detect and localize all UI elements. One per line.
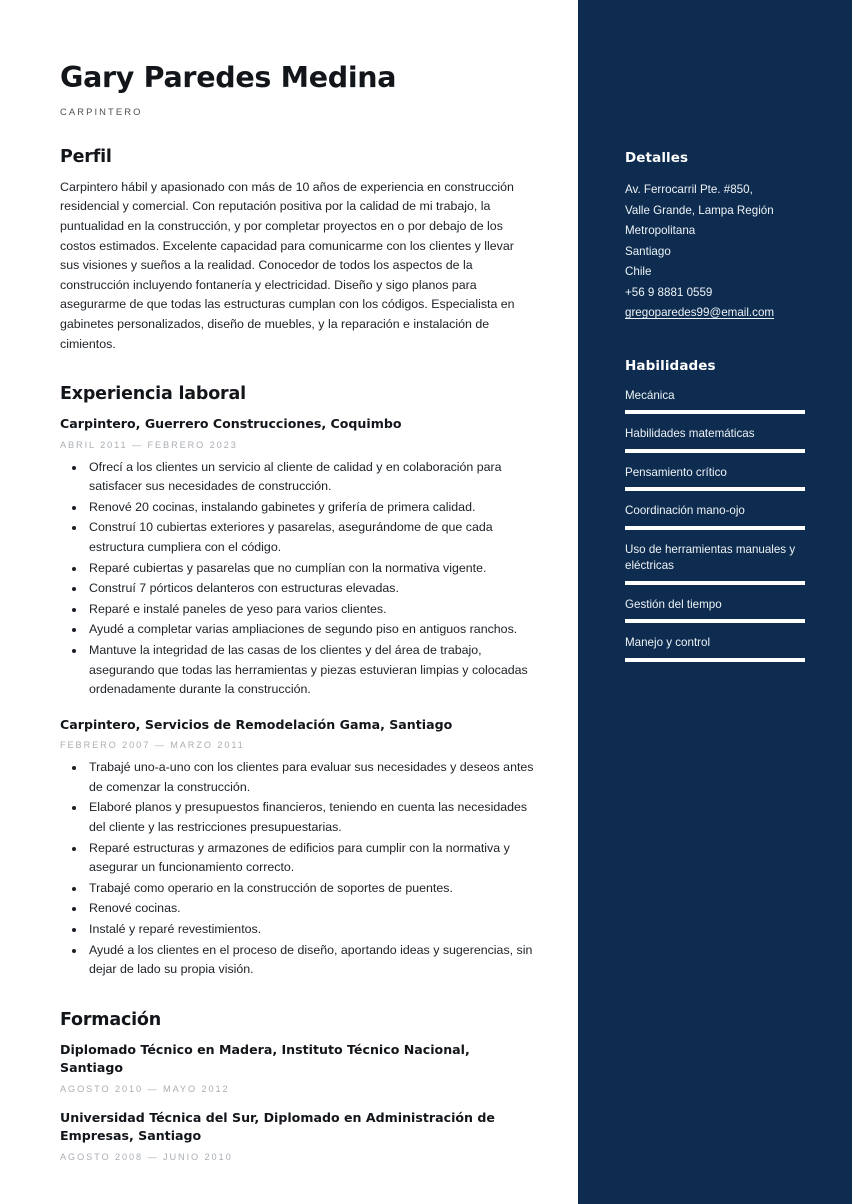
skill-level-bar: [625, 487, 805, 491]
phone-number: +56 9 8881 0559: [625, 285, 713, 299]
skill-level-bar: [625, 526, 805, 530]
job-title: Carpintero, Servicios de Remodelación Gama, Santiago: [60, 716, 453, 732]
list-item: • Reparé cubiertas y pasarelas que no cumplían con la normativa vigente.: [86, 559, 534, 579]
city-line: Santiago: [625, 244, 671, 258]
skill-item: [625, 388, 805, 415]
skills-heading: Habilidades: [625, 357, 716, 374]
job-responsibilities: [60, 458, 534, 700]
job-date-range: ABRIL 2011 — FEBRERO 2023: [60, 439, 238, 450]
list-item: • Elaboré planos y presupuestos financieros, teniendo en cuenta las necesidades del cliente y las restricciones presupuestarias.: [86, 798, 534, 837]
candidate-job-title: CARPINTERO: [60, 105, 143, 117]
details-heading: Detalles: [625, 150, 689, 166]
experience-heading: Experiencia laboral: [60, 384, 246, 405]
degree-title: Diplomado Técnico en Madera, Instituto Técnico Nacional, Santiago: [60, 1041, 470, 1076]
email-link[interactable]: gregoparedes99@email.com: [625, 306, 775, 320]
education-heading: Formación: [60, 1009, 161, 1030]
list-item: • Renové cocinas.: [86, 899, 534, 919]
list-item: • Ayudé a los clientes en el proceso de diseño, aportando ideas y sugerencias, sin dejar de lado su propia visión.: [86, 941, 534, 980]
skill-level-bar: [625, 619, 805, 623]
country-line: Chile: [625, 265, 652, 279]
degree-title: Universidad Técnica del Sur, Diplomado en Administración de Empresas, Santiago: [60, 1109, 495, 1144]
degree-date-range: AGOSTO 2008 — JUNIO 2010: [60, 1151, 233, 1162]
skill-label: Coordinación mano-ojo: [625, 504, 745, 518]
education-entry: [60, 1041, 534, 1094]
list-item: • Renové 20 cocinas, instalando gabinetes y grifería de primera calidad.: [86, 498, 534, 518]
list-item: • Mantuve la integridad de las casas de los clientes y del área de trabajo, asegurando que todas las herramientas y piezas estuvieran limpias y colocadas ordenadamente durante la construcción.: [86, 641, 534, 700]
list-item: • Trabajé uno-a-uno con los clientes para evaluar sus necesidades y deseos antes de comenzar la construcción.: [86, 758, 534, 797]
experience-section: [60, 384, 534, 980]
degree-date-range: AGOSTO 2010 — MAYO 2012: [60, 1083, 230, 1094]
address-line: Av. Ferrocarril Pte. #850,: [625, 183, 753, 197]
skill-level-bar: [625, 581, 805, 585]
experience-entry: [60, 415, 534, 700]
list-item: • Instalé y reparé revestimientos.: [86, 920, 534, 940]
experience-entry: [60, 716, 534, 980]
list-item: • Reparé estructuras y armazones de edificios para cumplir con la normativa y asegurar un funcionamiento correcto.: [86, 839, 534, 878]
education-section: [60, 1010, 534, 1162]
profile-section: [60, 147, 534, 354]
list-item: • Reparé e instalé paneles de yeso para varios clientes.: [86, 600, 534, 620]
sidebar: [578, 0, 852, 1204]
skill-label: Pensamiento crítico: [625, 465, 727, 479]
skill-item: [625, 426, 805, 453]
skill-item: [625, 465, 805, 492]
list-item: • Construí 10 cubiertas exteriores y pasarelas, asegurándome de que cada estructura cumpliera con el código.: [86, 518, 534, 557]
details-section: [625, 150, 805, 324]
skill-item: [625, 503, 805, 530]
skill-level-bar: [625, 658, 805, 662]
skill-item: [625, 635, 805, 662]
candidate-name: Gary Paredes Medina: [60, 61, 397, 94]
skill-level-bar: [625, 410, 805, 414]
job-date-range: FEBRERO 2007 — MARZO 2011: [60, 740, 245, 751]
address-line: Valle Grande, Lampa Región: [625, 203, 774, 217]
job-title: Carpintero, Guerrero Construcciones, Coquimbo: [60, 416, 402, 432]
skill-label: Habilidades matemáticas: [625, 427, 755, 441]
skill-item: [625, 542, 805, 585]
list-item: • Ofrecí a los clientes un servicio al cliente de calidad y en colaboración para satisfacer sus necesidades de construcción.: [86, 458, 534, 497]
skill-label: Uso de herramientas manuales y eléctricas: [625, 542, 796, 573]
skill-label: Gestión del tiempo: [625, 597, 722, 611]
address-line: Metropolitana: [625, 224, 696, 238]
job-responsibilities: [60, 758, 534, 980]
list-item: • Ayudé a completar varias ampliaciones de segundo piso en antiguos ranchos.: [86, 620, 534, 640]
profile-text: Carpintero hábil y apasionado con más de 10 años de experiencia en construcción residencial y comercial. Con reputación positiva por la calidad de mi trabajo, la puntualidad en la construcción, y por completar proyectos en o por debajo de los costos estimados. Excelente capacidad para comunicarme con los clientes y llevar sus visiones y sueños a la realidad. Conocedor de todos los aspectos de la construcción incluyendo fontanería y electricidad. Diseño y sigo planos para asegurarme de que todas las estructuras cumplan con los códigos. Especialista en gabinetes personalizados, diseño de muebles, y la reparación e instalación de cimientos.: [60, 179, 515, 351]
list-item: • Trabajé como operario en la construcción de soportes de puentes.: [86, 879, 534, 899]
profile-heading: Perfil: [60, 146, 112, 167]
skill-label: Manejo y control: [625, 636, 711, 650]
skill-level-bar: [625, 449, 805, 453]
skill-item: [625, 597, 805, 624]
list-item: • Construí 7 pórticos delanteros con estructuras elevadas.: [86, 579, 534, 599]
education-entry: [60, 1109, 534, 1162]
skills-section: [625, 358, 805, 662]
skill-label: Mecánica: [625, 388, 675, 402]
